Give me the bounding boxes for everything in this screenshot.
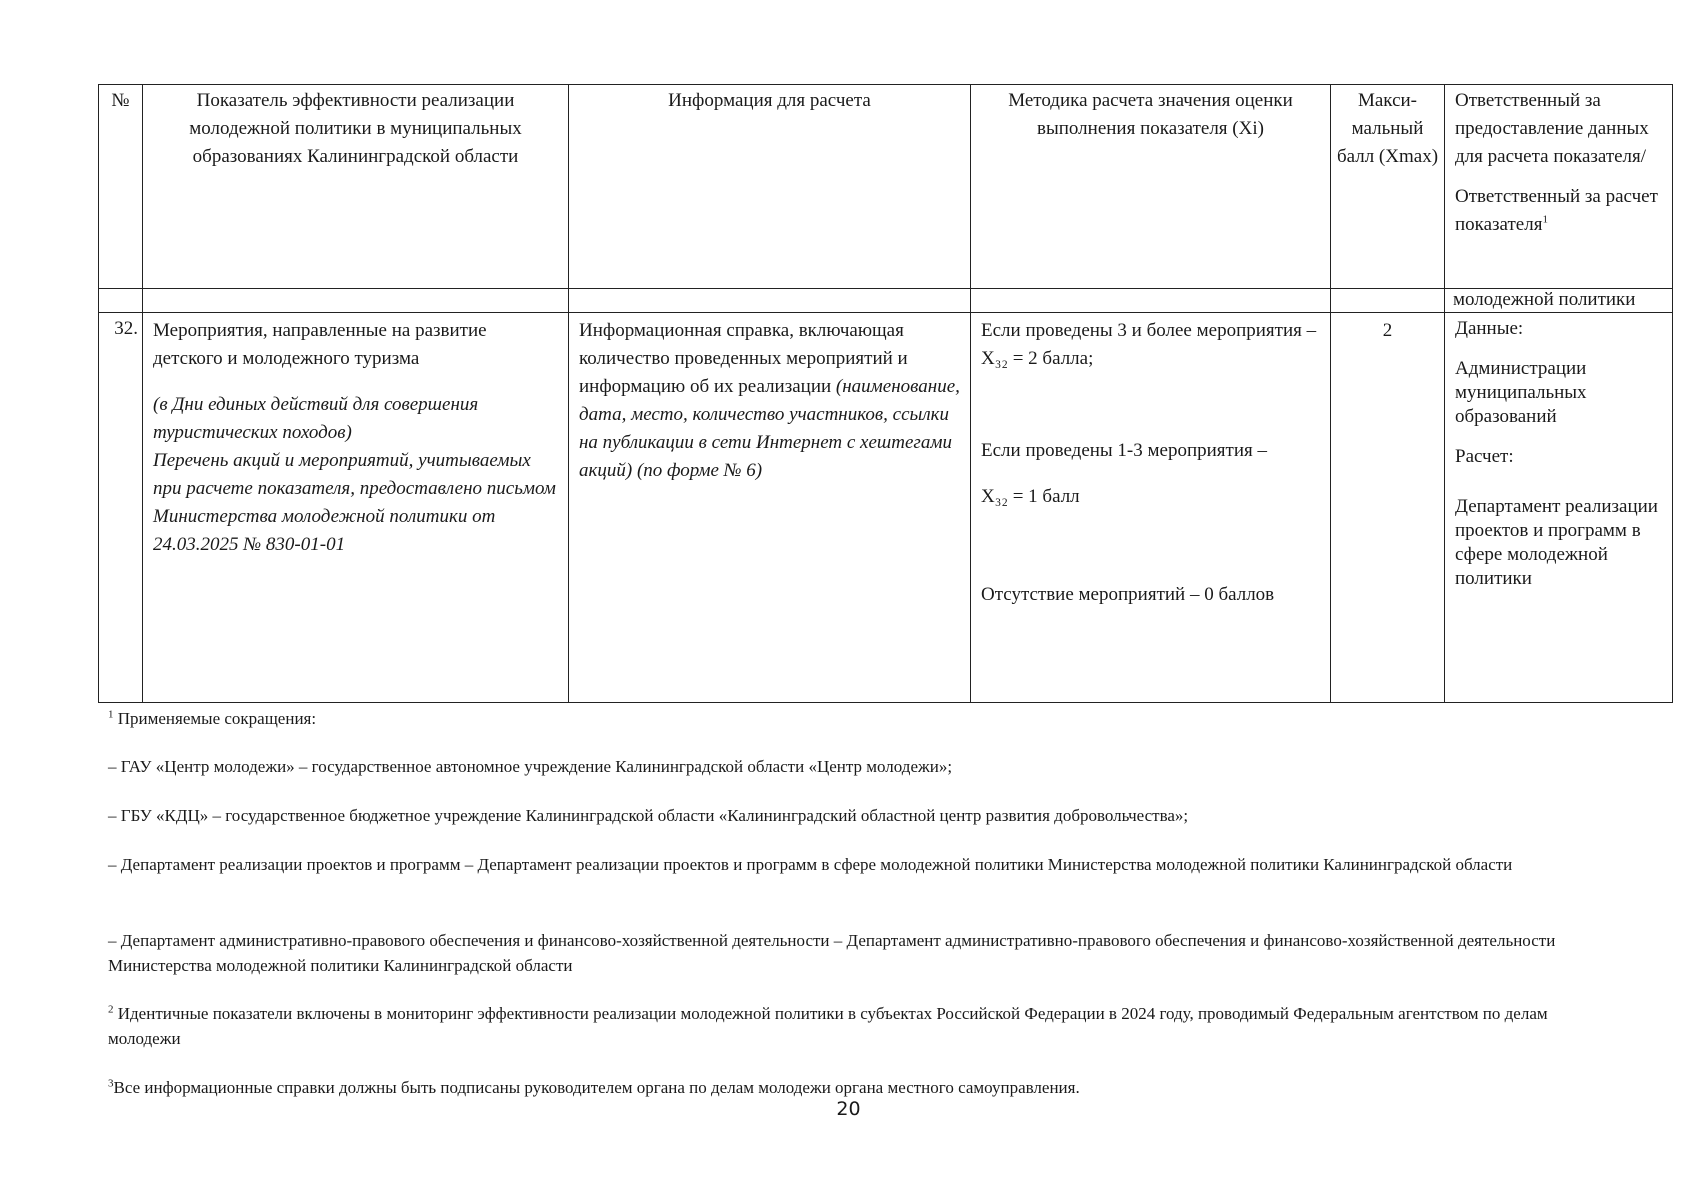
method-rule-1: Если проведены 3 и более мероприятия – X₃₂ = 2 балла; <box>981 320 1317 369</box>
row-max-score: 2 <box>1331 313 1445 703</box>
row-info <box>569 313 971 703</box>
info-detail: (наименование, дата, место, количество участников, ссылки на публикации в сети Интернет с хештегами акций) (по форме № 6) <box>579 376 960 481</box>
header-responsible-calc: Ответственный за расчет показателя$^1$ <box>1455 186 1658 235</box>
method-rule-3: Отсутствие мероприятий – 0 баллов <box>981 584 1275 605</box>
footnote-1-title: $^1$ Применяемые сокращения: <box>108 708 317 728</box>
resp-calc-label: Расчет: <box>1455 446 1514 467</box>
indicator-title: Мероприятия, направленные на развитие детского и молодежного туризма <box>153 320 487 369</box>
carry-over-row <box>99 289 1673 313</box>
row-number: 32. <box>99 313 143 703</box>
abbreviation-3: – Департамент реализации проектов и программ – Департамент реализации проектов и программ в сфере молодежной политики Министерства молодежной политики Калининградской области <box>108 855 1513 874</box>
footnote-3: $^3$Все информационные справки должны быть подписаны руководителем органа по делам молодежи органа местного самоуправления. <box>108 1077 1080 1097</box>
resp-data-value: Администрации муниципальных образований <box>1455 358 1587 427</box>
header-max-score: Макси-мальный балл (Xmax) <box>1331 85 1445 289</box>
row-indicator <box>143 313 569 703</box>
header-info: Информация для расчета <box>569 85 971 289</box>
carry-over-text: молодежной политики <box>1445 289 1673 313</box>
method-rule-2: Если проведены 1-3 мероприятия – <box>981 440 1268 461</box>
header-indicator: Показатель эффективности реализации молодежной политики в муниципальных образованиях Калининградской области <box>143 85 569 289</box>
header-responsible <box>1445 85 1673 289</box>
indicator-reference: Перечень акций и мероприятий, учитываемых при расчете показателя, предоставлено письмом Министерства молодежной политики от 24.03.2025 № 830-01-01 <box>153 450 556 555</box>
header-method: Методика расчета значения оценки выполнения показателя (Xi) <box>971 85 1331 289</box>
header-num: № <box>99 85 143 289</box>
row-method <box>971 313 1331 703</box>
page-number: 20 <box>836 1098 861 1120</box>
table-header-row <box>99 85 1673 289</box>
abbreviation-2: – ГБУ «КДЦ» – государственное бюджетное учреждение Калининградской области «Калининградский областной центр развития добровольчества»; <box>108 806 1189 825</box>
indicator-table <box>98 84 1673 703</box>
footnote-2: $^2$ Идентичные показатели включены в мониторинг эффективности реализации молодежной политики в субъектах Российской Федерации в 2024 году, проводимый Федеральным агентством по делам молодежи <box>108 1003 1548 1048</box>
method-rule-2-score: X₃₂ = 1 балл <box>981 486 1080 507</box>
abbreviation-4: – Департамент административно-правового обеспечения и финансово-хозяйственной деятельности – Департамент административно-правового обеспечения и финансово-хозяйственной деятельности Министерства молодежной политики Калининградской области <box>108 931 1556 975</box>
indicator-note: (в Дни единых действий для совершения туристических походов) <box>153 394 479 443</box>
table-row <box>99 313 1673 703</box>
info-main: Информационная справка, включающая количество проведенных мероприятий и информацию об их реализации <box>579 320 908 397</box>
resp-calc-value: Департамент реализации проектов и программ в сфере молодежной политики <box>1455 496 1658 589</box>
abbreviation-1: – ГАУ «Центр молодежи» – государственное автономное учреждение Калининградской области «Центр молодежи»; <box>108 757 953 776</box>
resp-data-label: Данные: <box>1455 318 1524 339</box>
row-responsible <box>1445 313 1673 703</box>
header-responsible-data: Ответственный за предоставление данных для расчета показателя/ <box>1455 90 1649 167</box>
